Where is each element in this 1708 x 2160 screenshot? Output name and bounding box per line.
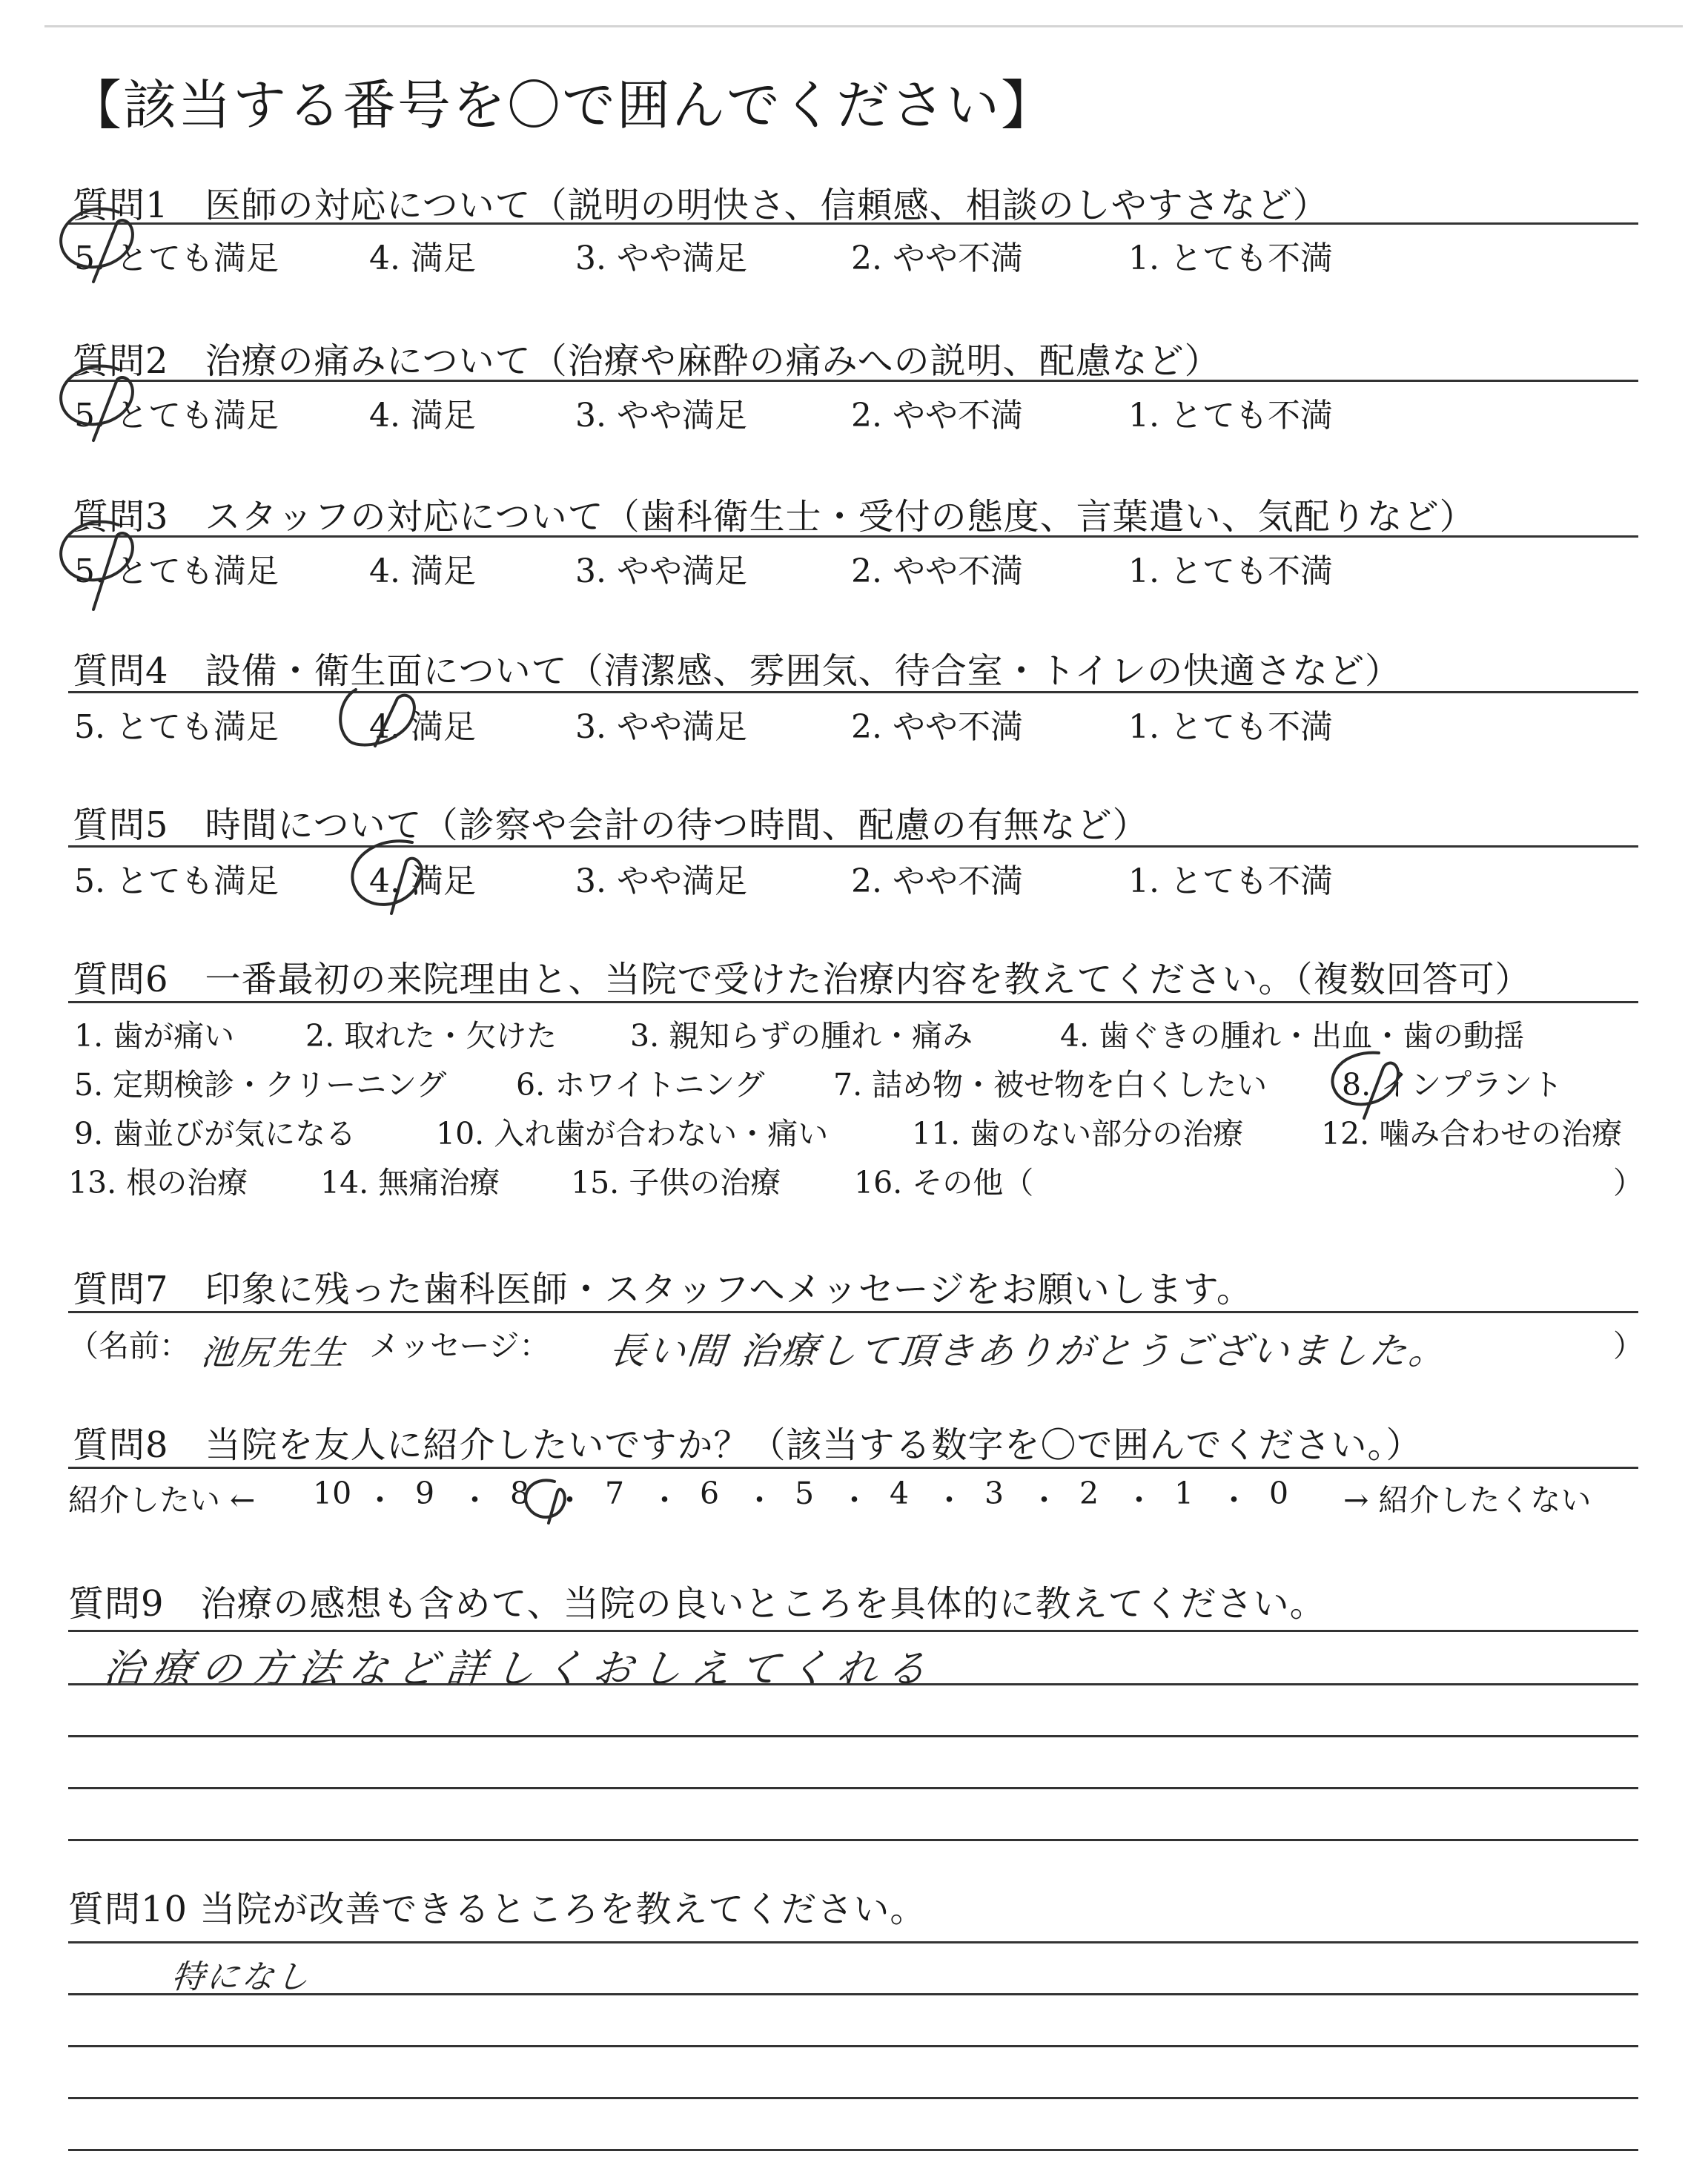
q6-option-13[interactable]: 13. 根の治療 (68, 1165, 248, 1200)
q10-answer[interactable]: 特になし (169, 1958, 314, 1996)
q6-option-5[interactable]: 5. 定期検診・クリーニング (74, 1067, 447, 1103)
q6-option-10[interactable]: 10. 入れ歯が合わない・痛い (436, 1116, 829, 1152)
q8-scale-separator: ・ (649, 1482, 680, 1518)
q1-option-1[interactable]: 1. とても不満 (1128, 240, 1333, 277)
q10-line-4 (68, 2097, 1638, 2099)
top-rule (44, 25, 1683, 27)
q6-option-2[interactable]: 2. 取れた・欠けた (305, 1018, 557, 1054)
q8-scale-0[interactable]: 0 (1269, 1476, 1289, 1511)
q3-option-1[interactable]: 1. とても不満 (1128, 552, 1333, 590)
q2-option-4[interactable]: 4. 満足 (369, 397, 476, 435)
question-7-rule (68, 1311, 1638, 1313)
q9-line-3 (68, 1735, 1638, 1737)
q3-option-5[interactable]: 5. とても満足 (74, 552, 279, 590)
q6-option-1[interactable]: 1. 歯が痛い (74, 1018, 235, 1054)
q4-option-1[interactable]: 1. とても不満 (1128, 708, 1333, 746)
q8-scale-separator: ・ (365, 1482, 395, 1518)
q4-option-2[interactable]: 2. やや不満 (851, 708, 1023, 746)
q8-scale-7[interactable]: 7 (605, 1476, 625, 1511)
q8-scale-separator: ・ (839, 1482, 870, 1518)
q4-option-3[interactable]: 3. やや満足 (575, 708, 747, 746)
q8-scale-8[interactable]: 8 (510, 1476, 530, 1511)
question-6-rule (68, 1001, 1638, 1003)
q2-option-5[interactable]: 5. とても満足 (74, 397, 279, 435)
q8-right-label: → 紹介したくない (1343, 1482, 1592, 1518)
q10-line-5 (68, 2149, 1638, 2151)
q8-scale-2[interactable]: 2 (1079, 1476, 1099, 1511)
q6-option-11[interactable]: 11. 歯のない部分の治療 (912, 1116, 1244, 1152)
q8-scale-separator: ・ (1219, 1482, 1249, 1518)
q6-option-4[interactable]: 4. 歯ぐきの腫れ・出血・歯の動揺 (1060, 1018, 1525, 1054)
q8-scale-4[interactable]: 4 (890, 1476, 910, 1511)
q8-scale-separator: ・ (934, 1482, 964, 1518)
q8-scale-3[interactable]: 3 (984, 1476, 1004, 1511)
question-1-label: 質問1 医師の対応について（説明の明快さ、信頼感、相談のしやすさなど） (73, 185, 1329, 226)
q9-line-2 (68, 1683, 1638, 1685)
q7-name-value[interactable]: 池尻先生 (199, 1332, 349, 1373)
question-3-label: 質問3 スタッフの対応について（歯科衛生士・受付の態度、言葉遣い、気配りなど） (73, 496, 1476, 538)
q1-option-2[interactable]: 2. やや不満 (851, 240, 1023, 277)
q8-scale-separator: ・ (555, 1482, 585, 1518)
q6-option-12[interactable]: 12. 噛み合わせの治療 (1321, 1116, 1623, 1152)
q2-option-3[interactable]: 3. やや満足 (575, 397, 747, 435)
question-8-rule (68, 1467, 1638, 1469)
q5-option-2[interactable]: 2. やや不満 (851, 862, 1023, 900)
q5-option-1[interactable]: 1. とても不満 (1128, 862, 1333, 900)
q7-message-label: メッセージ： (369, 1328, 550, 1364)
q4-option-4[interactable]: 4. 満足 (369, 708, 476, 746)
q8-scale-6[interactable]: 6 (700, 1476, 720, 1511)
q6-other-close: ） (1613, 1165, 1644, 1200)
q9-line-5 (68, 1839, 1638, 1841)
q4-option-5[interactable]: 5. とても満足 (74, 708, 279, 746)
q8-scale-10[interactable]: 10 (313, 1476, 352, 1511)
question-5-label: 質問5 時間について（診察や会計の待つ時間、配慮の有無など） (73, 805, 1149, 846)
q9-line-1 (68, 1630, 1638, 1632)
page-title: 【該当する番号を〇で囲んでください】 (68, 74, 1056, 136)
q6-option-16[interactable]: 16. その他（ (854, 1165, 1034, 1200)
q7-close: ） (1613, 1328, 1644, 1364)
q8-left-label: 紹介したい ← (68, 1482, 256, 1518)
q6-option-8[interactable]: 8. インプラント (1342, 1067, 1563, 1103)
question-9-label: 質問9 治療の感想も含めて、当院の良いところを具体的に教えてください。 (68, 1583, 1326, 1625)
q3-option-4[interactable]: 4. 満足 (369, 552, 476, 590)
q9-line-4 (68, 1787, 1638, 1789)
q5-option-5[interactable]: 5. とても満足 (74, 862, 279, 900)
q6-option-14[interactable]: 14. 無痛治療 (320, 1165, 500, 1200)
question-1-rule (68, 222, 1638, 225)
question-6-label: 質問6 一番最初の来院理由と、当院で受けた治療内容を教えてください。（複数回答可） (73, 959, 1532, 1000)
q6-option-3[interactable]: 3. 親知らずの腫れ・痛み (630, 1018, 973, 1054)
q10-line-2 (68, 1993, 1638, 1995)
q6-option-6[interactable]: 6. ホワイトニング (516, 1067, 765, 1103)
q5-option-4[interactable]: 4. 満足 (369, 862, 476, 900)
question-8-label: 質問8 当院を友人に紹介したいですか？（該当する数字を〇で囲んでください。） (73, 1424, 1423, 1466)
question-10-label: 質問10 当院が改善できるところを教えてください。 (68, 1889, 927, 1930)
q2-option-2[interactable]: 2. やや不満 (851, 397, 1023, 435)
q1-option-4[interactable]: 4. 満足 (369, 240, 476, 277)
question-3-rule (68, 535, 1638, 538)
q8-scale-separator: ・ (1029, 1482, 1059, 1518)
q2-option-1[interactable]: 1. とても不満 (1128, 397, 1333, 435)
q8-scale-separator: ・ (744, 1482, 775, 1518)
q8-scale-5[interactable]: 5 (795, 1476, 815, 1511)
q10-line-1 (68, 1941, 1638, 1943)
question-4-rule (68, 691, 1638, 693)
q6-option-15[interactable]: 15. 子供の治療 (571, 1165, 781, 1200)
q7-message-value[interactable]: 長い間 治療して頂きありがとうございました。 (606, 1330, 1451, 1373)
q10-line-3 (68, 2045, 1638, 2047)
q1-option-3[interactable]: 3. やや満足 (575, 240, 747, 277)
q5-option-3[interactable]: 3. やや満足 (575, 862, 747, 900)
q3-option-2[interactable]: 2. やや不満 (851, 552, 1023, 590)
q3-option-3[interactable]: 3. やや満足 (575, 552, 747, 590)
q8-scale-separator: ・ (1124, 1482, 1154, 1518)
q6-option-9[interactable]: 9. 歯並びが気になる (74, 1116, 357, 1152)
question-5-rule (68, 845, 1638, 848)
q6-option-7[interactable]: 7. 詰め物・被せ物を白くしたい (833, 1067, 1268, 1103)
q9-answer[interactable]: 治療の方法など詳しくおしえてくれる (101, 1645, 938, 1692)
question-4-label: 質問4 設備・衛生面について（清潔感、雰囲気、待合室・トイレの快適さなど） (73, 650, 1402, 692)
question-2-label: 質問2 治療の痛みについて（治療や麻酔の痛みへの説明、配慮など） (73, 340, 1221, 382)
q8-scale-separator: ・ (460, 1482, 490, 1518)
question-7-label: 質問7 印象に残った歯科医師・スタッフへメッセージをお願いします。 (73, 1269, 1253, 1310)
q7-name-label: （名前： (68, 1328, 190, 1364)
q8-scale-1[interactable]: 1 (1174, 1476, 1194, 1511)
q1-option-5[interactable]: 5. とても満足 (74, 240, 279, 277)
question-2-rule (68, 380, 1638, 382)
q8-scale-9[interactable]: 9 (415, 1476, 435, 1511)
